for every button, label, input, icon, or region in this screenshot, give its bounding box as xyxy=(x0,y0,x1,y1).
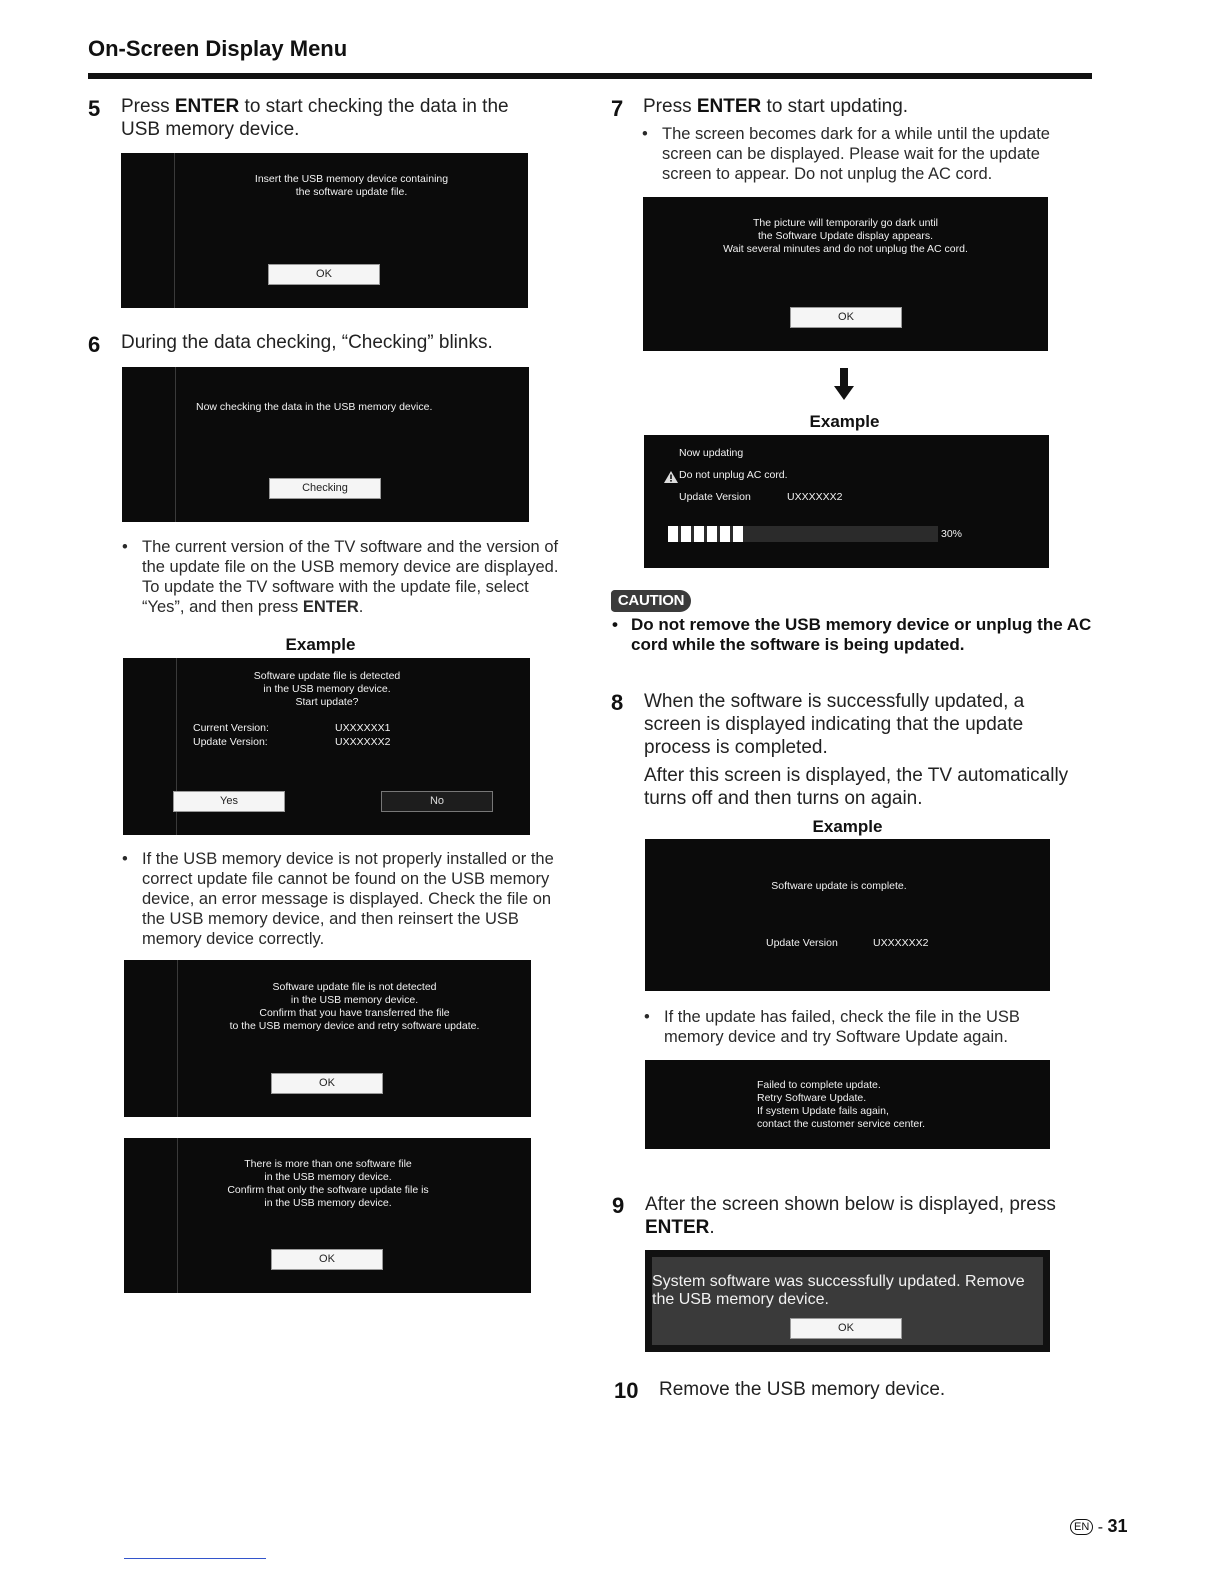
tv-screen-checking xyxy=(122,367,529,522)
bullet-error-message: • If the USB memory device is not properly installed or the correct update file cannot be found on the USB memory device, an error message is displayed. Check the file on the USB memory device, and then reinsert the USB memory device correctly. xyxy=(122,850,554,948)
tv-message: Now checking the data in the USB memory device. xyxy=(196,401,433,413)
tv-message: System software was successfully updated. Remove the USB memory device. xyxy=(652,1273,1025,1308)
caution-badge: CAUTION xyxy=(611,590,691,612)
step-8-text: When the software is successfully updated, a screen is displayed indicating that the update process is completed. xyxy=(644,691,1025,758)
tv-screen-going-dark xyxy=(643,197,1048,351)
step-7-number: 7 xyxy=(611,96,624,121)
update-version-value: UXXXXXX2 xyxy=(335,736,391,748)
progress-percent: 30% xyxy=(941,528,963,540)
current-version-value: UXXXXXX1 xyxy=(335,722,391,734)
tv-message: Software update is complete. xyxy=(771,880,907,892)
warning-text: Do not unplug AC cord. xyxy=(679,469,788,481)
warning-icon xyxy=(664,470,678,482)
example-label: Example xyxy=(809,412,880,431)
ok-button[interactable]: OK xyxy=(790,307,902,328)
step-10-text: Remove the USB memory device. xyxy=(659,1379,946,1400)
example-label: Example xyxy=(812,817,883,836)
tv-message: Failed to complete update. Retry Software Update. If system Update fails again, contact the customer service center. xyxy=(757,1079,926,1130)
language-badge: EN xyxy=(1070,1519,1093,1535)
page-number: 31 xyxy=(1107,1516,1128,1536)
progress-segment xyxy=(668,526,678,542)
step-6-number: 6 xyxy=(88,332,101,357)
step-5-text: Press ENTER to start checking the data in the USB memory device. xyxy=(121,96,509,140)
tv-screen-insert-usb xyxy=(121,153,528,308)
progress-bar xyxy=(668,526,938,542)
bullet-update-failed: • If the update has failed, check the file in the USB memory device and try Software Update again. xyxy=(644,1008,1020,1046)
page-number-footer: EN - 31 xyxy=(1070,1516,1128,1537)
ok-button[interactable]: OK xyxy=(271,1249,383,1270)
step-9-text: After the screen shown below is displayed, press ENTER. xyxy=(645,1194,1056,1238)
tv-message: Software update file is detected in the USB memory device. Start update? xyxy=(253,670,401,708)
tv-screen-update-failed xyxy=(645,1060,1050,1149)
tv-message: Software update file is not detected in the USB memory device. Confirm that you have transferred the file to the USB memory device and retry software update. xyxy=(229,981,480,1032)
checking-button[interactable]: Checking xyxy=(269,478,381,499)
footer-underline xyxy=(124,1558,266,1559)
progress-segment xyxy=(720,526,730,542)
yes-button[interactable]: Yes xyxy=(173,791,285,812)
bullet-screen-dark: • The screen becomes dark for a while until the update screen can be displayed. Please wait for the update screen to appear. Do not unplug the AC cord. xyxy=(642,125,1050,183)
update-version-label: Update Version xyxy=(679,491,751,503)
update-version-label: Update Version: xyxy=(193,736,268,748)
tv-screen-update-complete xyxy=(645,839,1050,991)
progress-segment xyxy=(733,526,743,542)
caution-text: • Do not remove the USB memory device or unplug the AC cord while the software is being updated. xyxy=(612,615,1092,654)
step-8-text-2: After this screen is displayed, the TV automatically turns off and then turns on again. xyxy=(644,765,1069,809)
update-version-value: UXXXXXX2 xyxy=(787,491,843,503)
ok-button[interactable]: OK xyxy=(268,264,380,285)
example-label: Example xyxy=(285,635,356,654)
step-9-number: 9 xyxy=(612,1193,625,1218)
tv-screen-file-not-detected xyxy=(124,960,531,1117)
page-header-title: On-Screen Display Menu xyxy=(88,36,348,61)
update-version-label: Update Version xyxy=(766,937,838,949)
updating-title: Now updating xyxy=(679,447,744,459)
header-divider xyxy=(88,73,1092,79)
update-version-value: UXXXXXX2 xyxy=(873,937,929,949)
ok-button[interactable]: OK xyxy=(790,1318,902,1339)
step-6-text: During the data checking, “Checking” blinks. xyxy=(121,332,493,353)
bullet-version-info: • The current version of the TV software and the version of the update file on the USB memory device are displayed. To update the TV software with the update file, select “Yes”, and then press ENTER. xyxy=(122,538,559,616)
current-version-label: Current Version: xyxy=(193,722,269,734)
no-button[interactable]: No xyxy=(381,791,493,812)
step-10-number: 10 xyxy=(614,1378,639,1403)
arrow-down-icon xyxy=(834,368,854,400)
progress-segment xyxy=(681,526,691,542)
tv-message: The picture will temporarily go dark until the Software Update display appears. Wait several minutes and do not unplug the AC cord. xyxy=(723,217,968,255)
tv-screen-update-success xyxy=(645,1250,1050,1352)
ok-button[interactable]: OK xyxy=(271,1073,383,1094)
tv-screen-now-updating xyxy=(644,435,1049,568)
tv-screen-more-than-one-file xyxy=(124,1138,531,1293)
tv-message: Insert the USB memory device containing the software update file. xyxy=(254,173,449,198)
progress-segment xyxy=(694,526,704,542)
step-7-text: Press ENTER to start updating. xyxy=(643,96,909,117)
step-8-number: 8 xyxy=(611,690,624,715)
step-5-number: 5 xyxy=(88,96,101,121)
tv-message: There is more than one software file in the USB memory device. Confirm that only the software update file is in the USB memory device. xyxy=(227,1158,429,1209)
tv-screen-update-detected xyxy=(123,658,530,835)
progress-segment xyxy=(707,526,717,542)
